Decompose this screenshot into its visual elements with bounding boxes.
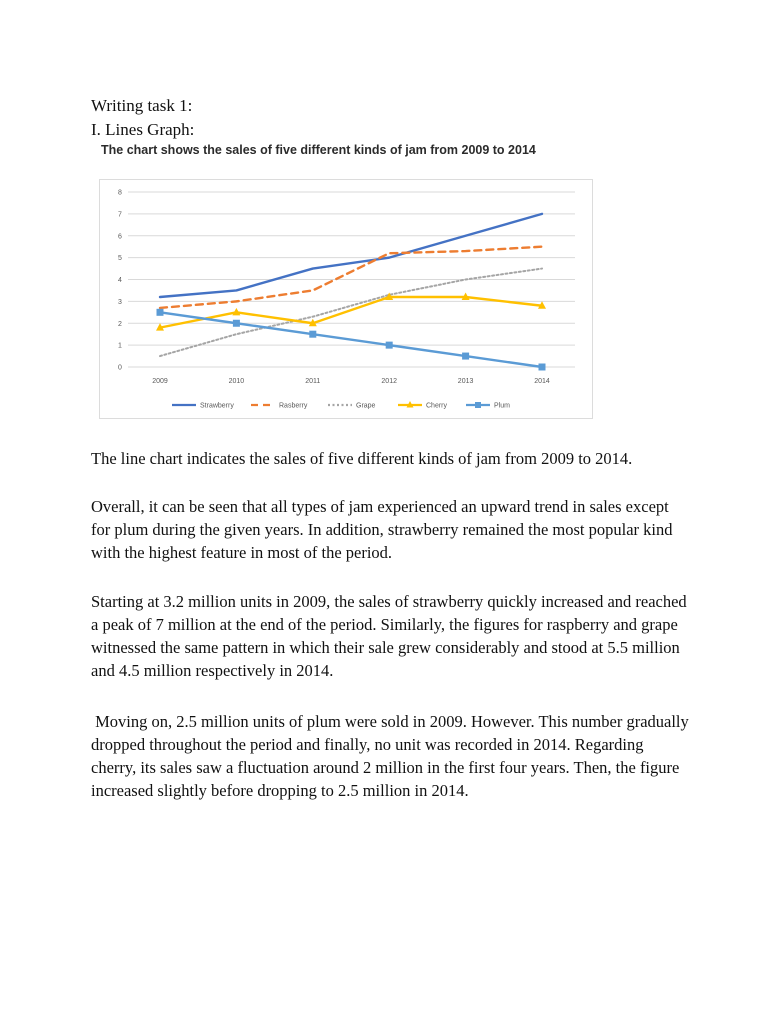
- series-line-grape: [160, 269, 542, 357]
- legend-label-grape: Grape: [356, 402, 376, 410]
- paragraph-detail-2: Moving on, 2.5 million units of plum were sold in 2009. However. This number gradually dropped throughout the period and finally, no unit was recorded in 2014. Regarding cherry, its sales saw a fluctuation around 2 million in the first four years. Then, the figure increased slightly before dropping to 2.5 million in 2014.: [91, 712, 689, 800]
- y-tick-label: 0: [118, 364, 122, 372]
- x-tick-label: 2012: [381, 378, 397, 385]
- legend-marker-plum: [475, 402, 481, 408]
- legend-label-rasberry: Rasberry: [279, 402, 308, 410]
- data-point-plum: [233, 320, 240, 327]
- paragraph-detail-1: Starting at 3.2 million units in 2009, the sales of strawberry quickly increased and reached a peak of 7 million at the end of the period. Similarly, the figures for raspberry and grape witnessed the same pattern in which their sale grew considerably and stood at 5.5 million and 4.5 million respectively in 2014.: [91, 592, 687, 680]
- x-tick-label: 2011: [305, 378, 321, 385]
- line-chart-svg: [100, 180, 592, 418]
- y-tick-label: 3: [118, 298, 122, 306]
- data-point-plum: [539, 364, 546, 371]
- y-tick-label: 5: [118, 255, 122, 263]
- data-point-plum: [462, 353, 469, 360]
- legend-label-cherry: Cherry: [426, 402, 448, 410]
- paragraph-intro: The line chart indicates the sales of five different kinds of jam from 2009 to 2014.: [91, 449, 633, 468]
- heading-writing-task: Writing task 1:: [91, 96, 193, 115]
- y-tick-label: 7: [118, 211, 122, 219]
- x-tick-label: 2013: [457, 378, 474, 385]
- y-tick-label: 2: [118, 320, 122, 328]
- y-tick-label: 4: [118, 277, 122, 284]
- y-tick-label: 1: [118, 342, 122, 350]
- y-tick-label: 6: [118, 233, 122, 241]
- series-line-strawberry: [160, 214, 542, 297]
- paragraph-overview: Overall, it can be seen that all types of jam experienced an upward trend in sales except for plum during the given years. In addition, strawberry remained the most popular kind with the highest feature in most of the period.: [91, 497, 673, 562]
- x-tick-label: 2014: [534, 378, 550, 385]
- x-tick-label: 2010: [228, 378, 245, 385]
- data-point-plum: [386, 342, 393, 349]
- data-point-plum: [309, 331, 316, 338]
- line-chart: [99, 179, 593, 419]
- data-point-plum: [157, 309, 164, 316]
- legend-label-plum: Plum: [494, 402, 510, 410]
- x-tick-label: 2009: [152, 378, 168, 385]
- chart-title: The chart shows the sales of five different kinds of jam from 2009 to 2014: [101, 143, 536, 157]
- heading-lines-graph: I. Lines Graph:: [91, 120, 195, 139]
- y-tick-label: 8: [118, 189, 122, 197]
- legend-label-strawberry: Strawberry: [200, 402, 234, 410]
